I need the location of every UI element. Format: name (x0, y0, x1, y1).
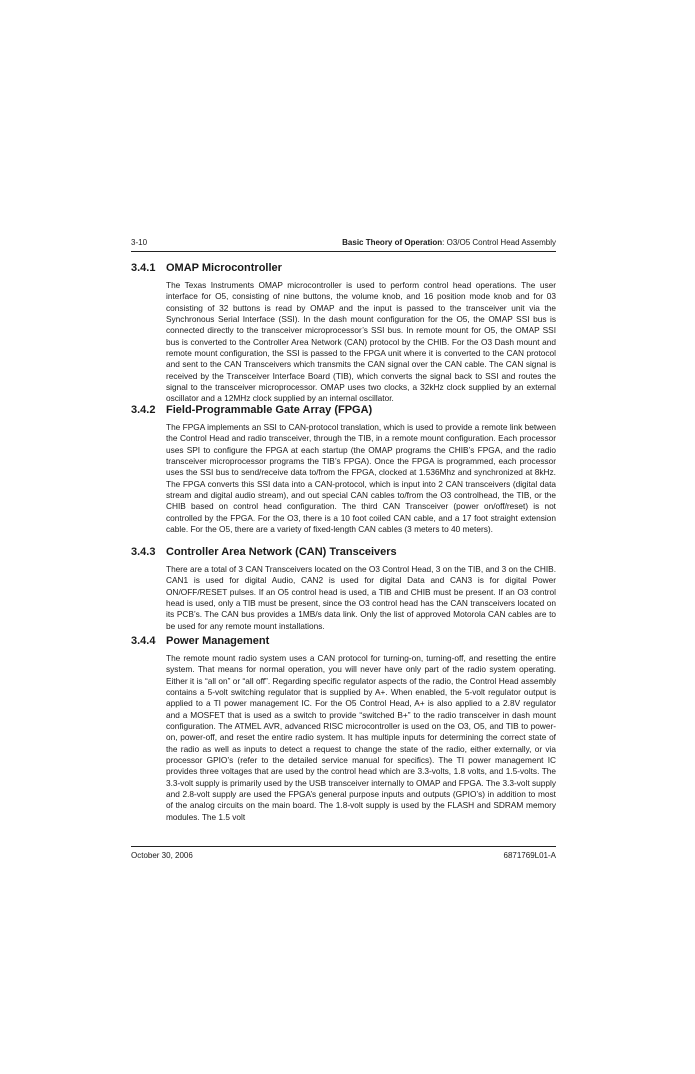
section-heading (131, 403, 556, 417)
header-divider (131, 251, 556, 252)
footer-divider (131, 846, 556, 847)
section-title: Power Management (166, 635, 270, 647)
running-title (342, 237, 556, 249)
section-number: 3.4.3 (131, 546, 156, 558)
section-title: OMAP Microcontroller (166, 262, 282, 274)
page-footer (131, 850, 556, 862)
running-title-bold: Basic Theory of Operation (342, 238, 443, 247)
section-body: There are a total of 3 CAN Transceivers located on the O3 Control Head, 3 on the TIB, and 3 on the CHIB. CAN1 is used for digital Audio, CAN2 is used for digital Data and CAN3 is for digital Power ON/OFF/RESET pulses. If an O5 control head is used, a TIB and CHIB must be present. If an O3 control head is used, only a TIB must be present, since the O3 control head has the CAN transceivers located on its PCB’s. The CAN bus provides a 1MB/s data link. Only the list of approved Motorola CAN cables are to be used for any remote mount installations. (166, 564, 557, 631)
section-number: 3.4.4 (131, 635, 156, 647)
section-number: 3.4.1 (131, 262, 156, 274)
section-title: Controller Area Network (CAN) Transceivers (166, 546, 397, 558)
footer-date: October 30, 2006 (131, 851, 193, 860)
section-body: The Texas Instruments OMAP microcontroller is used to perform control head operations. The user interface for O5, consisting of nine buttons, the volume knob, and 16 position mode knob and for 03 consisting of 32 buttons is read by OMAP and the input is passed to the transceiver unit via the Synchronous Serial Interface (SSI). In the dash mount configuration for the O5, the OMAP SSI bus is connected directly to the transceiver microprocessor’s SSI bus. In remote mount for O5, the OMAP SSI bus is converted to the Controller Area Network (CAN) protocol by the CHIB. For the O3 Dash mount and remote mount configuration, the SSI is passed to the FPGA unit where it is converted to the CAN protocol and sent to the CAN Transceivers which transmits the CAN signal over the CAN cable. The CAN signal is received by the Transceiver Interface Board (TIB), which converts the signal back to SSI and routes the signal to the transceiver microprocessor. OMAP uses two clocks, a 32kHz clock supplied by an external oscillator and a 12MHz clock supplied by an internal oscillator. (166, 280, 556, 404)
section-body: The FPGA implements an SSI to CAN-protocol translation, which is used to provide a remote link between the Control Head and radio transceiver, through the TIB, in a remote mount configuration. Each processor uses SPI to configure the FPGA at each startup (the OMAP programs the CHIB’s FPGA, and the radio transceiver microprocessor programs the TIB’s FPGA). Once the FPGA is programmed, each processor uses the SSI bus to send/receive data to/from the FPGA, clocked at 1.536Mhz and synchronized at 8kHz. The FPGA converts this SSI data into a CAN-protocol, which is input into 2 CAN transceivers (digital data stream and digital audio stream), and out special CAN cables to/from the O3 controlhead, the TIB, or the CHIB based on control head configuration. The third CAN Transceiver (power on/off/reset) is not controlled by the FPGA. For the O3, there is a 10 foot coiled CAN cable, and a 17 foot straight extension cable. For the O5, there are a variety of fixed-length CAN cables (3 meters to 40 meters). (166, 422, 556, 535)
section-title: Field-Programmable Gate Array (FPGA) (166, 404, 373, 416)
section-can-transceivers (131, 545, 556, 632)
section-heading (131, 634, 556, 648)
footer-document-number: 6871769L01-A (503, 851, 556, 860)
section-omap-microcontroller (131, 261, 556, 405)
running-title-rest: : O3/O5 Control Head Assembly (442, 238, 556, 247)
section-body: The remote mount radio system uses a CAN protocol for turning-on, turning-off, and resetting the entire system. That means for normal operation, you will never have only part of the radio system operating. Either it is “all on” or “all off”. Regarding specific regulator aspects of the radio, the Control Head assembly contains a 5-volt switching regulator that is supplied by A+. When enabled, the 5-volt regulator output is applied to a TI power management IC. For the O5 Control Head, A+ is also applied to a 2.8V regulator and a MOSFET that is used as a switch to provide “switched B+” to the radio transceiver in dash mount configuration. The ATMEL AVR, advanced RISC microcontroller is used on the O3, O5, and TIB to power-on, power-off, and reset the entire radio system. It has multiple inputs for determining the correct state of the radio as well as inputs to detect a request to change the state of the radio, either externally, or via processor GPIO’s (refer to the detailed service manual for specifics). The TI power management IC provides three voltages that are used by the control head which are 3.3-volts, 1.8 volts, and 1.5-volts. The 3.3-volt supply is primarily used by the USB transceiver internally to OMAP and FPGA. The 3.3-volt supply and 2.8-volt supply are used the FPGA’s general purpose inputs and outputs (GPIO’s) in addition to most of the analog circuits on the main board. The 1.8-volt supply is used by the FLASH and SDRAM memory modules. The 1.5 volt (166, 653, 556, 822)
section-fpga (131, 403, 556, 535)
section-number: 3.4.2 (131, 404, 156, 416)
section-power-management (131, 634, 556, 823)
section-heading (131, 545, 556, 559)
page-number: 3-10 (131, 238, 148, 247)
page-header (131, 237, 556, 251)
section-heading (131, 261, 556, 275)
